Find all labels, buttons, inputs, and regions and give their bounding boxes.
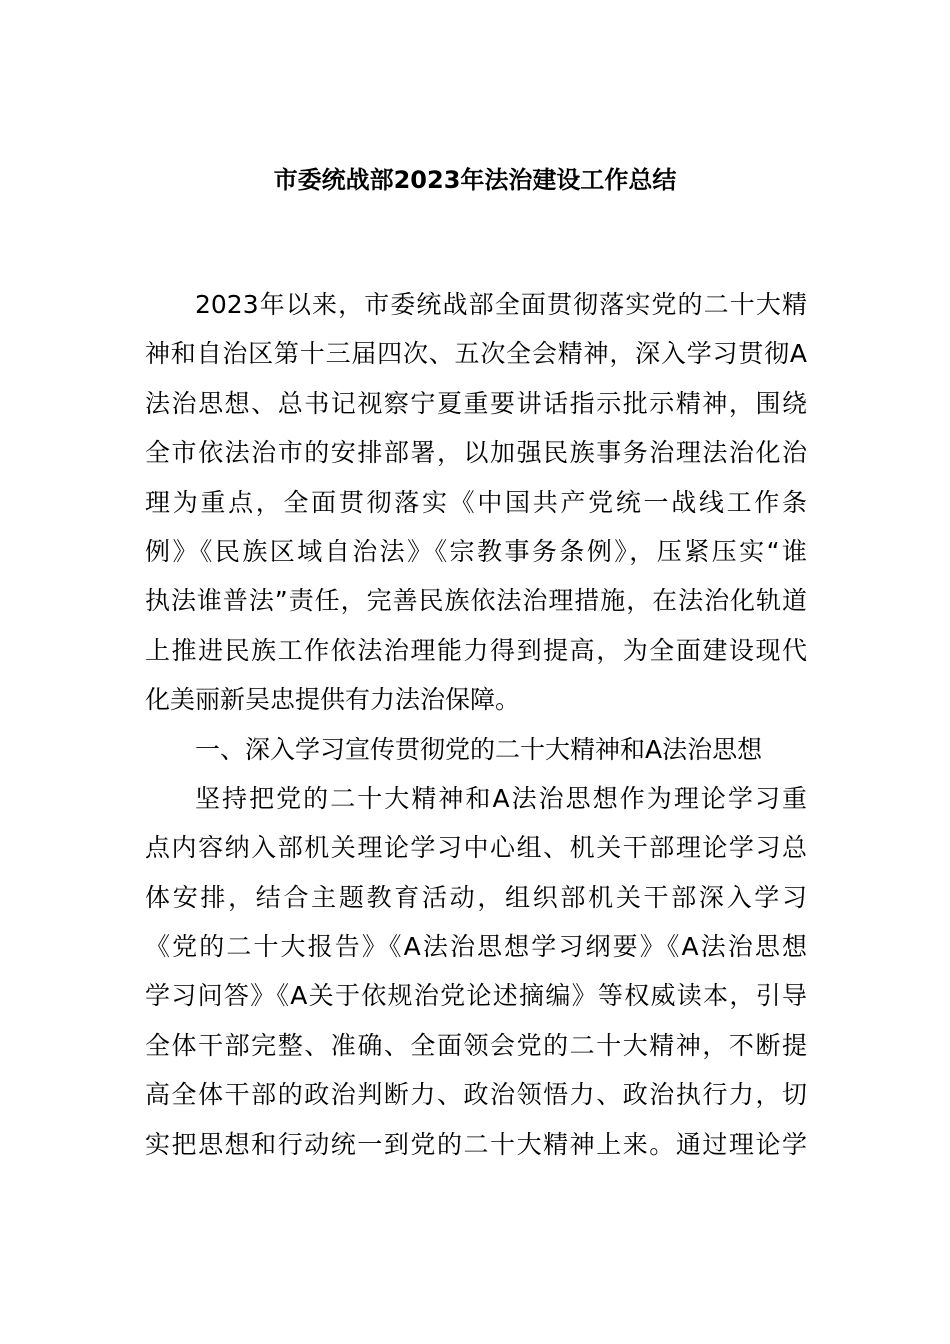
paragraph-line: 上推进民族工作依法治理能力得到提高，为全面建设现代 [145,635,807,665]
document-body [145,280,807,1169]
paragraph-line: 全体干部完整、准确、全面领会党的二十大精神，不断提 [145,1030,807,1060]
paragraph-line: 2023年以来，市委统战部全面贯彻落实党的二十大精 [195,290,807,319]
paragraph-line: 法治思想、总书记视察宁夏重要讲话指示批示精神，围绕 [145,388,807,418]
paragraph-line: 理为重点，全面贯彻落实《中国共产党统一战线工作条 [145,487,807,517]
document-title: 市委统战部2023年法治建设工作总结 [273,166,677,194]
paragraph-line: 体安排，结合主题教育活动，组织部机关干部深入学习 [145,882,807,912]
paragraph-line: 学习问答》《A关于依规治党论述摘编》等权威读本，引导 [145,981,807,1011]
paragraph-line: 例》《民族区域自治法》《宗教事务条例》，压紧压实“谁 [145,536,807,566]
paragraph-line: 点内容纳入部机关理论学习中心组、机关干部理论学习总 [145,833,807,863]
paragraph-line: 神和自治区第十三届四次、五次全会精神，深入学习贯彻A [145,339,807,369]
paragraph-line: 化美丽新吴忠提供有力法治保障。 [145,685,521,715]
paragraph-line: 《党的二十大报告》《A法治思想学习纲要》《A法治思想 [145,932,807,962]
paragraph-line: 坚持把党的二十大精神和A法治思想作为理论学习重 [195,783,807,813]
paragraph-line: 高全体干部的政治判断力、政治领悟力、政治执行力，切 [145,1080,807,1110]
paragraph-line: 执法谁普法”责任，完善民族依法治理措施，在法治化轨道 [145,586,807,616]
section-heading: 一、深入学习宣传贯彻党的二十大精神和A法治思想 [195,734,763,764]
paragraph-line: 实把思想和行动统一到党的二十大精神上来。通过理论学 [145,1129,807,1159]
paragraph-line: 全市依法治市的安排部署，以加强民族事务治理法治化治 [145,438,807,468]
